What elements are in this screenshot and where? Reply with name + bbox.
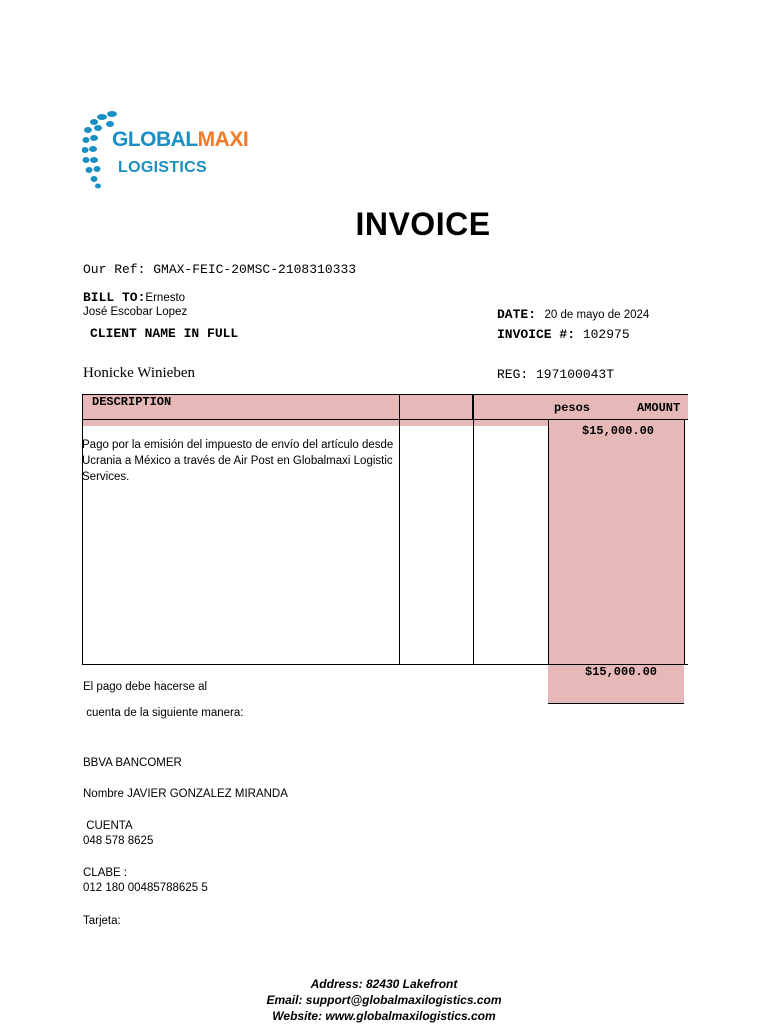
account-holder: Nombre JAVIER GONZALEZ MIRANDA [83, 788, 288, 800]
footer-email: Email: support@globalmaxilogistics.com [266, 993, 502, 1007]
footer-address: Address: 82430 Lakefront [310, 977, 458, 991]
header-description: DESCRIPTION [92, 395, 172, 409]
invoice-number [497, 327, 630, 342]
date-label: DATE: [497, 307, 537, 322]
invoice-date [497, 305, 649, 323]
row-description: Pago por la emisión del impuesto de envío del artículo desde Ucrania a México a través de Air Post en Globalmaxi Logistic Services. [82, 439, 394, 483]
cuenta-value: 048 578 8625 [83, 835, 154, 847]
logo-brand-part2: MAXI [197, 128, 249, 151]
company-logo [82, 108, 249, 192]
logo-brand-part1: GLOBAL [112, 128, 198, 151]
bill-to-label: BILL TO: [83, 290, 146, 305]
registration-number: REG: 197100043T [497, 367, 615, 382]
row-amount: $15,000.00 [582, 424, 655, 438]
table-header-highlight [82, 394, 688, 419]
invoice-number-label: INVOICE #: [497, 327, 576, 342]
invoice-table [82, 394, 688, 666]
footer-website: Website: www.globalmaxilogistics.com [272, 1009, 496, 1023]
bill-to-name-line2: José Escobar Lopez [83, 306, 188, 318]
tarjeta-label: Tarjeta: [83, 915, 121, 927]
client-name: Honicke Winieben [83, 365, 196, 381]
header-amount: AMOUNT [637, 401, 681, 415]
logo-brand-line2: LOGISTICS [118, 159, 207, 176]
cuenta-label: CUENTA [83, 820, 133, 832]
invoice-title: INVOICE [355, 206, 491, 242]
date-value: 20 de mayo de 2024 [544, 309, 650, 321]
bank-name: BBVA BANCOMER [83, 757, 182, 769]
table-row-highlight-strip [82, 420, 548, 426]
header-currency: pesos [554, 401, 591, 415]
client-name-label: CLIENT NAME IN FULL [90, 326, 239, 341]
payment-instructions-line2: cuenta de la siguiente manera: [83, 707, 244, 719]
footer [0, 976, 768, 1024]
bill-to-name-line1: Ernesto [145, 292, 186, 304]
clabe-value: 012 180 00485788625 5 [83, 882, 208, 894]
total-amount: $15,000.00 [585, 665, 658, 679]
payment-instructions-line1: El pago debe hacerse al [83, 681, 208, 693]
our-reference: Our Ref: GMAX-FEIC-20MSC-2108310333 [83, 262, 357, 277]
clabe-label: CLABE : [83, 867, 128, 879]
invoice-number-value: 102975 [582, 327, 630, 342]
amount-column-highlight [548, 419, 684, 666]
